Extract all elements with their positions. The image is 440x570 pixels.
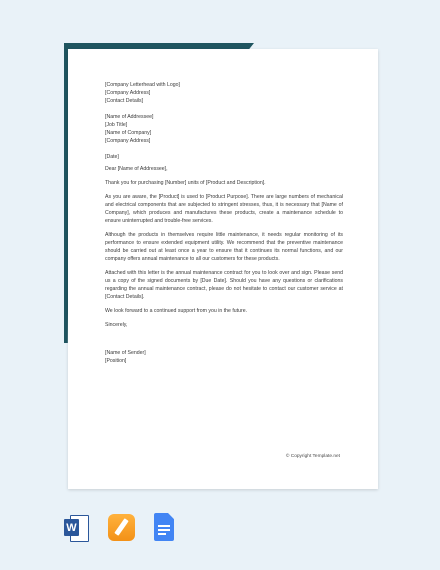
apple-pages-icon[interactable] (108, 513, 132, 543)
paragraph-4: Attached with this letter is the annual maintenance contract for you to look over and sign. Please send us a copy of the signed documents by [Due Date]. Should you have any questions or clarifications regarding the annual maintenance contract, please do not hesitate to contact our customer service at [Contact Details]. (105, 270, 343, 300)
gdocs-line (158, 529, 170, 531)
google-docs-icon[interactable] (152, 513, 176, 543)
compatible-apps (64, 513, 176, 543)
company-address-line: [Company Address] (105, 90, 151, 96)
date-line: [Date] (105, 154, 119, 160)
paragraph-5: We look forward to a continued support from you in the future. (105, 308, 248, 314)
sender-name: [Name of Sender] (105, 350, 146, 356)
gdocs-line (158, 533, 166, 535)
addressee-name: [Name of Addressee] (105, 114, 154, 120)
letter-preview (64, 43, 378, 489)
letter-body (105, 81, 343, 365)
closing: Sincerely, (105, 322, 128, 328)
microsoft-word-icon[interactable] (64, 513, 88, 543)
letterhead-line: [Company Letterhead with Logo] (105, 82, 180, 88)
addressee-title: [Job Title] (105, 122, 128, 128)
paragraph-1: Thank you for purchasing [Number] units of [Product and Description]. (105, 180, 266, 186)
sender-position: [Position] (105, 358, 127, 364)
letter-sheet (68, 49, 378, 489)
gdocs-line (158, 525, 170, 527)
signature-block (105, 349, 343, 365)
word-badge: W (64, 519, 79, 536)
recipient-block (105, 113, 343, 145)
gdocs-sheet (154, 513, 174, 541)
paragraph-2: As you are aware, the [Product] is used to [Product Purpose]. There are large numbers of mechanical and electrical components that are subjected to stringent stresses, thus, it is necessary that [Name of Company], which produces and manufactures these products, create a maintenance schedule to ensure uninterrupted and trouble-free services. (105, 194, 343, 224)
paragraph-3: Although the products in themselves require little maintenance, it needs regular monitoring of its performance to ensure extended equipment utility. We recommend that the preventive maintenance should be carried out at least once a year to ensure that it continues its normal functions, and our company offers annual maintenance to all our customers for these products. (105, 232, 343, 262)
contact-details-line: [Contact Details] (105, 98, 144, 104)
letterhead-block (105, 81, 343, 105)
addressee-company: [Name of Company] (105, 130, 152, 136)
copyright-notice: © Copyright Template.net (285, 454, 340, 459)
addressee-address: [Company Address] (105, 138, 151, 144)
greeting: Dear [Name of Addressee], (105, 166, 168, 172)
